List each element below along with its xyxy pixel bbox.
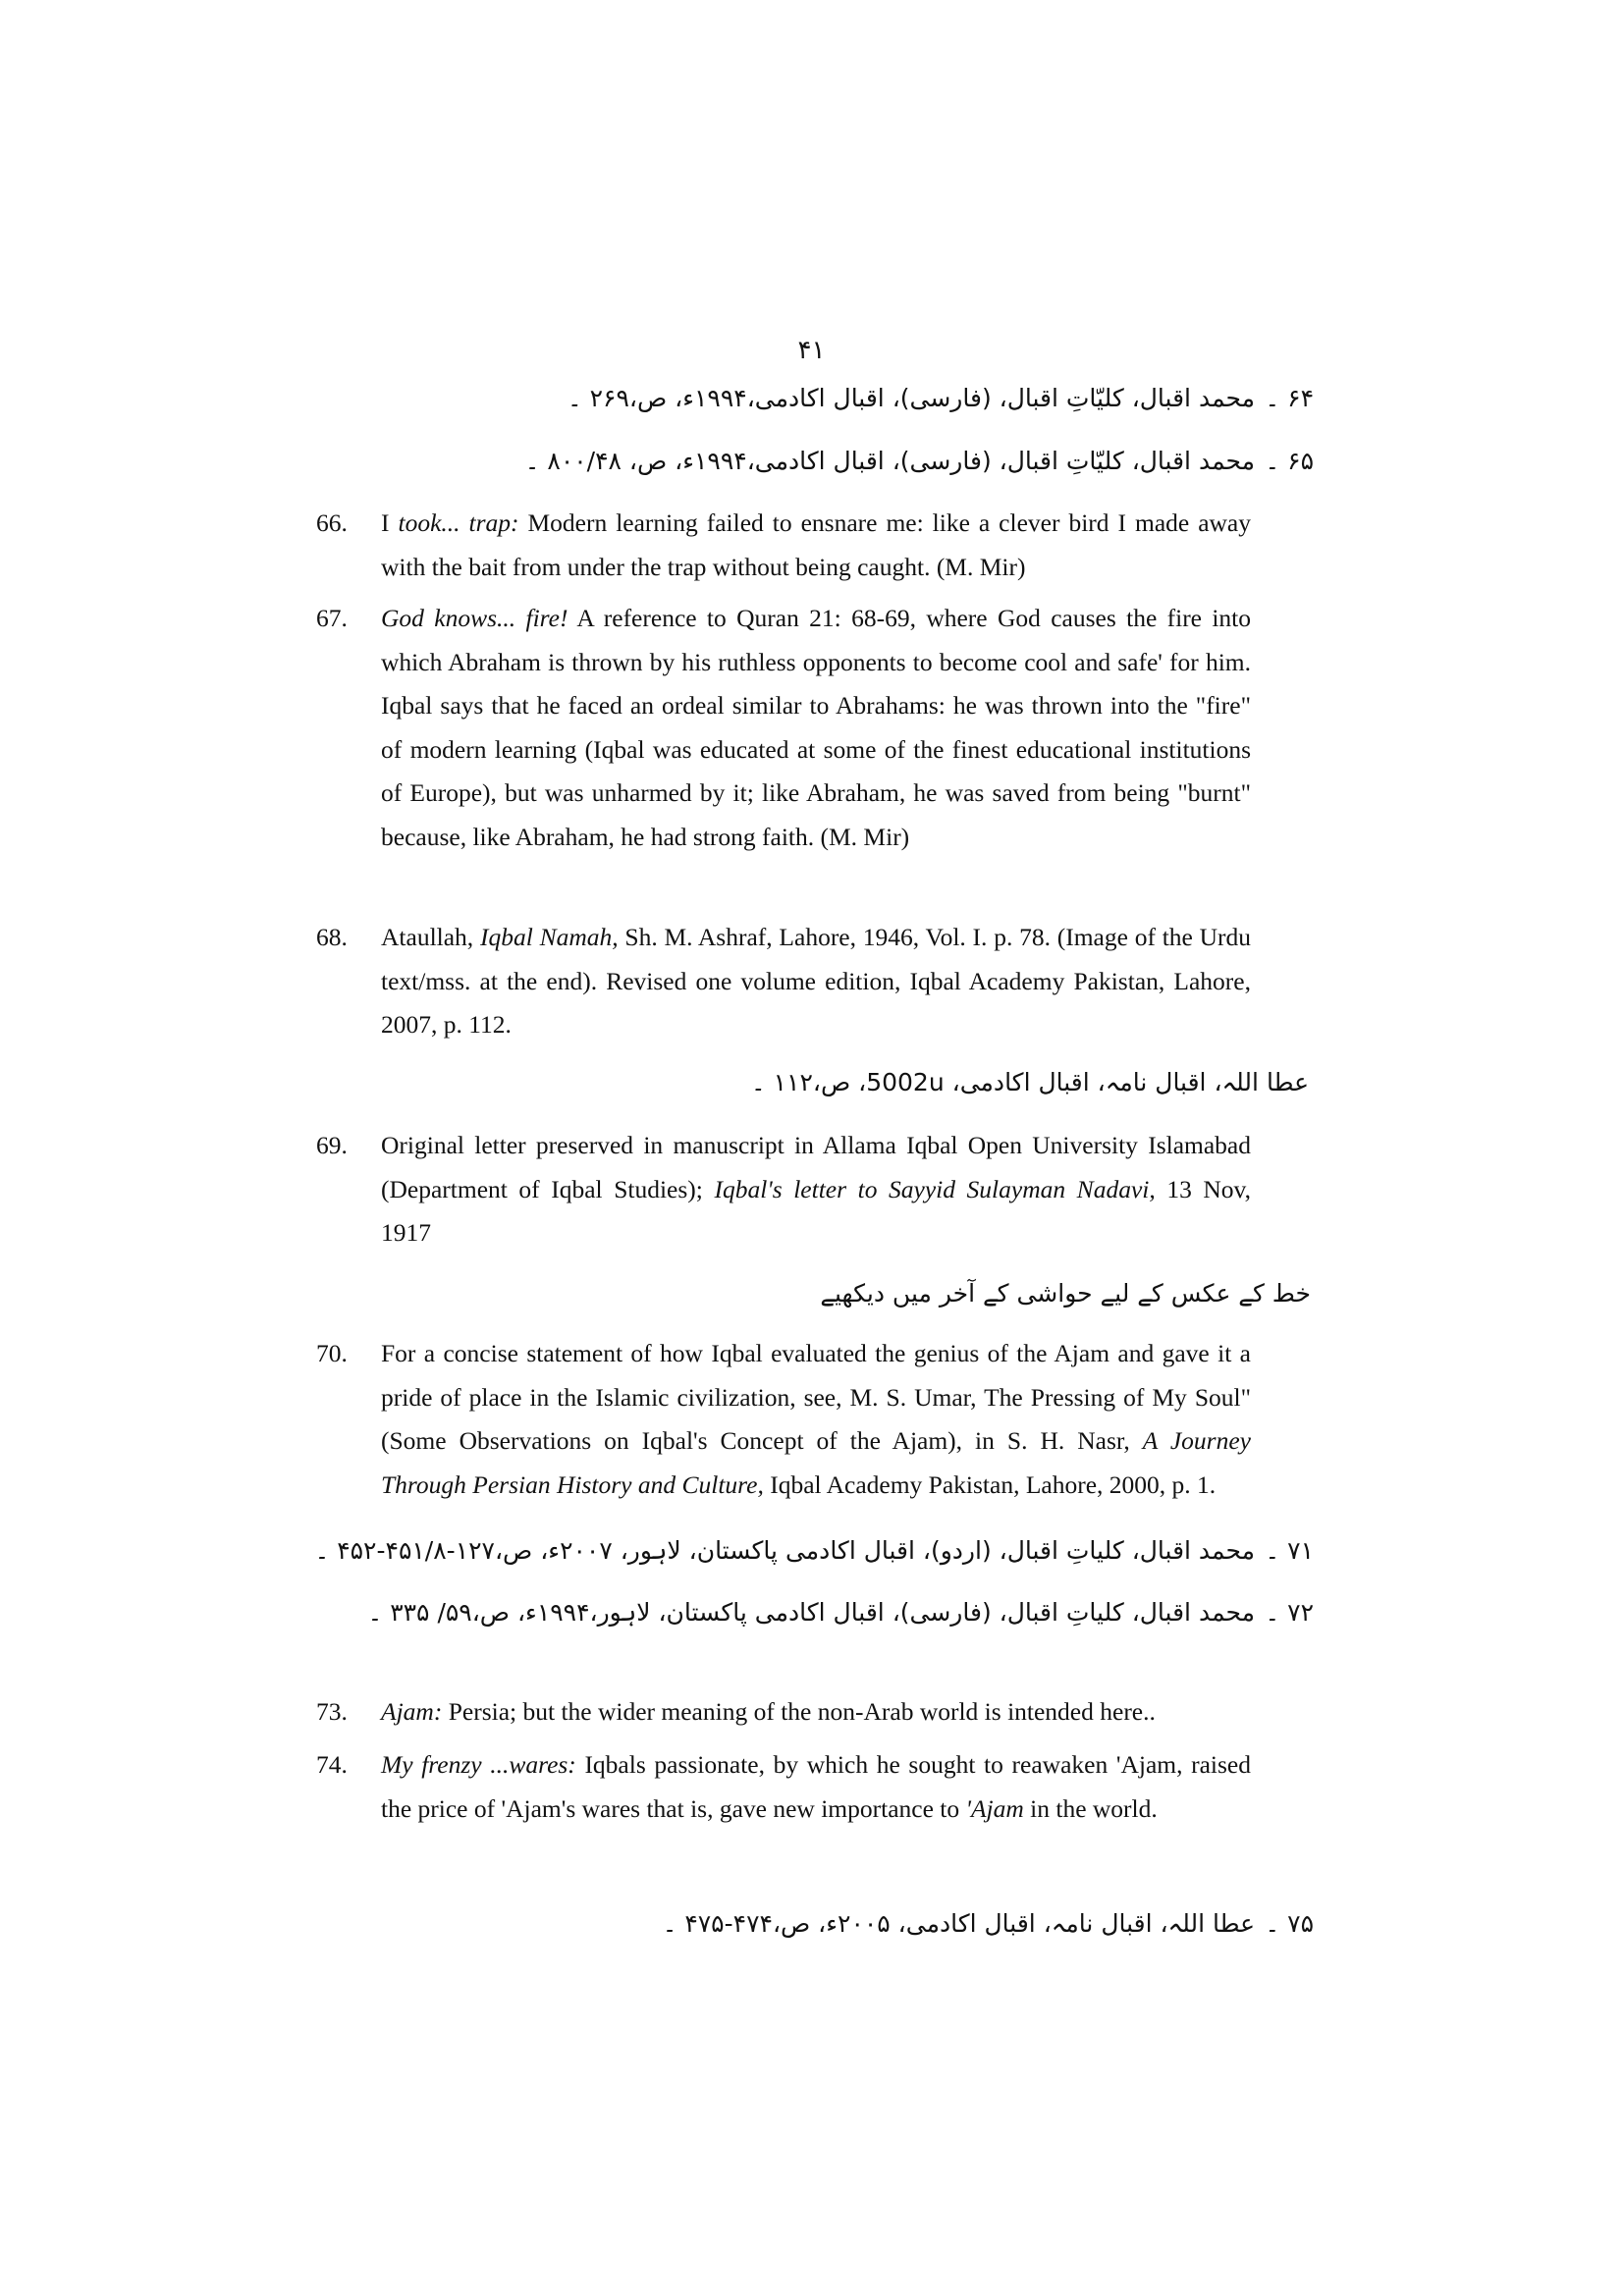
footnote-body <box>381 502 1251 589</box>
footnote-text: in the world. <box>1030 1793 1158 1823</box>
footnote-number: 69. <box>316 1131 348 1159</box>
footnote-text-pre: Iqbals passionate, by which he sought to reawaken 'Ajam, raised the price of 'Ajam's wares that is, gave new importance to <box>381 1750 1251 1823</box>
footnote-69 <box>316 1124 1251 1255</box>
footnote-italic-title: A Journey Through Persian History and Culture, <box>381 1426 1251 1499</box>
urdu-reference-text: محمد اقبال، کلیاتِ اقبال، (اردو)، اقبال اکادمی پاکستان، لاہور، ۲۰۰۷ء، ص،۱۲۷-۴۵۱/۸-۴۵۲ ۔ <box>314 1536 1256 1565</box>
urdu-reference-number: ۶۴ ۔ <box>1265 384 1314 412</box>
urdu-reference-68 <box>751 1063 1309 1102</box>
footnote-body <box>381 916 1251 1047</box>
footnote-number: 68. <box>316 923 348 951</box>
footnote-text: Persia; but the wider meaning of the non-Arab world is intended here.. <box>448 1697 1156 1726</box>
footnote-italic-title: Iqbal's letter to Sayyid Sulayman Nadavi, <box>714 1174 1156 1203</box>
footnote-italic-word: 'Ajam <box>965 1793 1024 1823</box>
footnote-73 <box>316 1690 1251 1735</box>
footnote-lead: I <box>381 508 390 537</box>
footnote-text-pre: For a concise statement of how Iqbal evaluated the genius of the Ajam and gave it a pride of place in the Islamic civilization, see, M. S. Umar, The Pressing of My Soul" (Some Observations on Iqbal's Concept of the Ajam), in S. H. Nasr, <box>381 1339 1251 1455</box>
footnote-italic-phrase: My frenzy ...wares: <box>381 1750 576 1779</box>
urdu-reference-text: عطا اللہ، اقبال نامہ، اقبال اکادمی، 5002u، ص،۱۱۲ ۔ <box>751 1068 1309 1096</box>
footnote-italic-phrase: God knows... fire! <box>381 604 568 632</box>
footnote-italic-title: Iqbal Namah, <box>479 923 619 951</box>
footnote-number: 66. <box>316 508 348 537</box>
urdu-reference-75 <box>663 1904 1314 1944</box>
urdu-reference-71 <box>315 1531 1314 1571</box>
footnote-text: Sh. M. Ashraf, Lahore, 1946, Vol. I. p. 78. (Image of the Urdu text/mss. at the end). Revised one volume edition, Iqbal Academy Pakistan, Lahore, 2007, p. 112. <box>381 923 1252 1039</box>
urdu-reference-text: محمد اقبال، کلیّاتِ اقبال، (فارسی)، اقبال اکادمی،۱۹۹۴ء، ص،۲۶۹ ۔ <box>567 384 1256 412</box>
footnote-body <box>381 1332 1251 1507</box>
footnote-74 <box>316 1743 1251 1831</box>
footnote-number: 70. <box>316 1339 348 1367</box>
urdu-reference-text: محمد اقبال، کلیّاتِ اقبال، (فارسی)، اقبال اکادمی،۱۹۹۴ء، ص، ۸۰۰/۴۸ ۔ <box>524 447 1256 475</box>
page-number: ۴۱ <box>797 336 826 364</box>
footnote-italic-phrase: took... trap: <box>398 508 519 537</box>
footnote-body <box>381 1124 1251 1255</box>
urdu-reference-64 <box>568 379 1314 418</box>
urdu-reference-69 <box>820 1274 1311 1313</box>
urdu-reference-text: محمد اقبال، کلیاتِ اقبال، (فارسی)، اقبال اکادمی پاکستان، لاہور،۱۹۹۴ء، ص،۵۹/ ۳۳۵ ۔ <box>367 1598 1256 1627</box>
urdu-reference-text: خط کے عکس کے لیے حواشی کے آخر میں دیکھیے <box>820 1279 1311 1308</box>
urdu-reference-number: ۷۱ ۔ <box>1265 1536 1314 1565</box>
footnote-text: Modern learning failed to ensnare me: like a clever bird I made away with the bait from under the trap without being caught. (M. Mir) <box>381 508 1251 581</box>
footnote-text: Iqbal Academy Pakistan, Lahore, 2000, p. 1. <box>770 1469 1217 1499</box>
footnote-body <box>381 597 1251 859</box>
footnote-number: 74. <box>316 1750 348 1779</box>
footnote-text-pre: Original letter preserved in manuscript in Allama Iqbal Open University Islamabad (Department of Iqbal Studies); <box>381 1131 1251 1203</box>
footnote-italic-phrase: Ajam: <box>381 1697 443 1726</box>
urdu-reference-72 <box>368 1593 1314 1632</box>
urdu-reference-text: عطا اللہ، اقبال نامہ، اقبال اکادمی، ۲۰۰۵ء، ص،۴۷۴-۴۷۵ ۔ <box>662 1909 1256 1938</box>
footnote-text-pre: Ataullah, <box>381 923 474 951</box>
footnote-text: A reference to Quran 21: 68-69, where God causes the fire into which Abraham is thrown by his ruthless opponents to become cool and safe' for him. Iqbal says that he faced an ordeal similar to Abrahams: he was thrown into the "fire" of modern learning (Iqbal was educated at some of the finest educational institutions of Europe), but was unharmed by it; like Abraham, he was saved from being "burnt" because, like Abraham, he had strong faith. (M. Mir) <box>381 604 1252 851</box>
footnote-70 <box>316 1332 1251 1507</box>
footnote-body <box>381 1743 1251 1831</box>
footnote-67 <box>316 597 1251 859</box>
urdu-reference-65 <box>525 442 1314 481</box>
footnote-number: 73. <box>316 1697 348 1726</box>
urdu-reference-number: ۷۵ ۔ <box>1265 1909 1314 1938</box>
urdu-reference-number: ۶۵ ۔ <box>1265 447 1314 475</box>
footnote-number: 67. <box>316 604 348 632</box>
footnote-text: 13 Nov, 1917 <box>381 1174 1252 1247</box>
footnote-68 <box>316 916 1251 1047</box>
footnote-body <box>381 1690 1251 1735</box>
footnote-66 <box>316 502 1251 589</box>
urdu-reference-number: ۷۲ ۔ <box>1265 1598 1314 1627</box>
